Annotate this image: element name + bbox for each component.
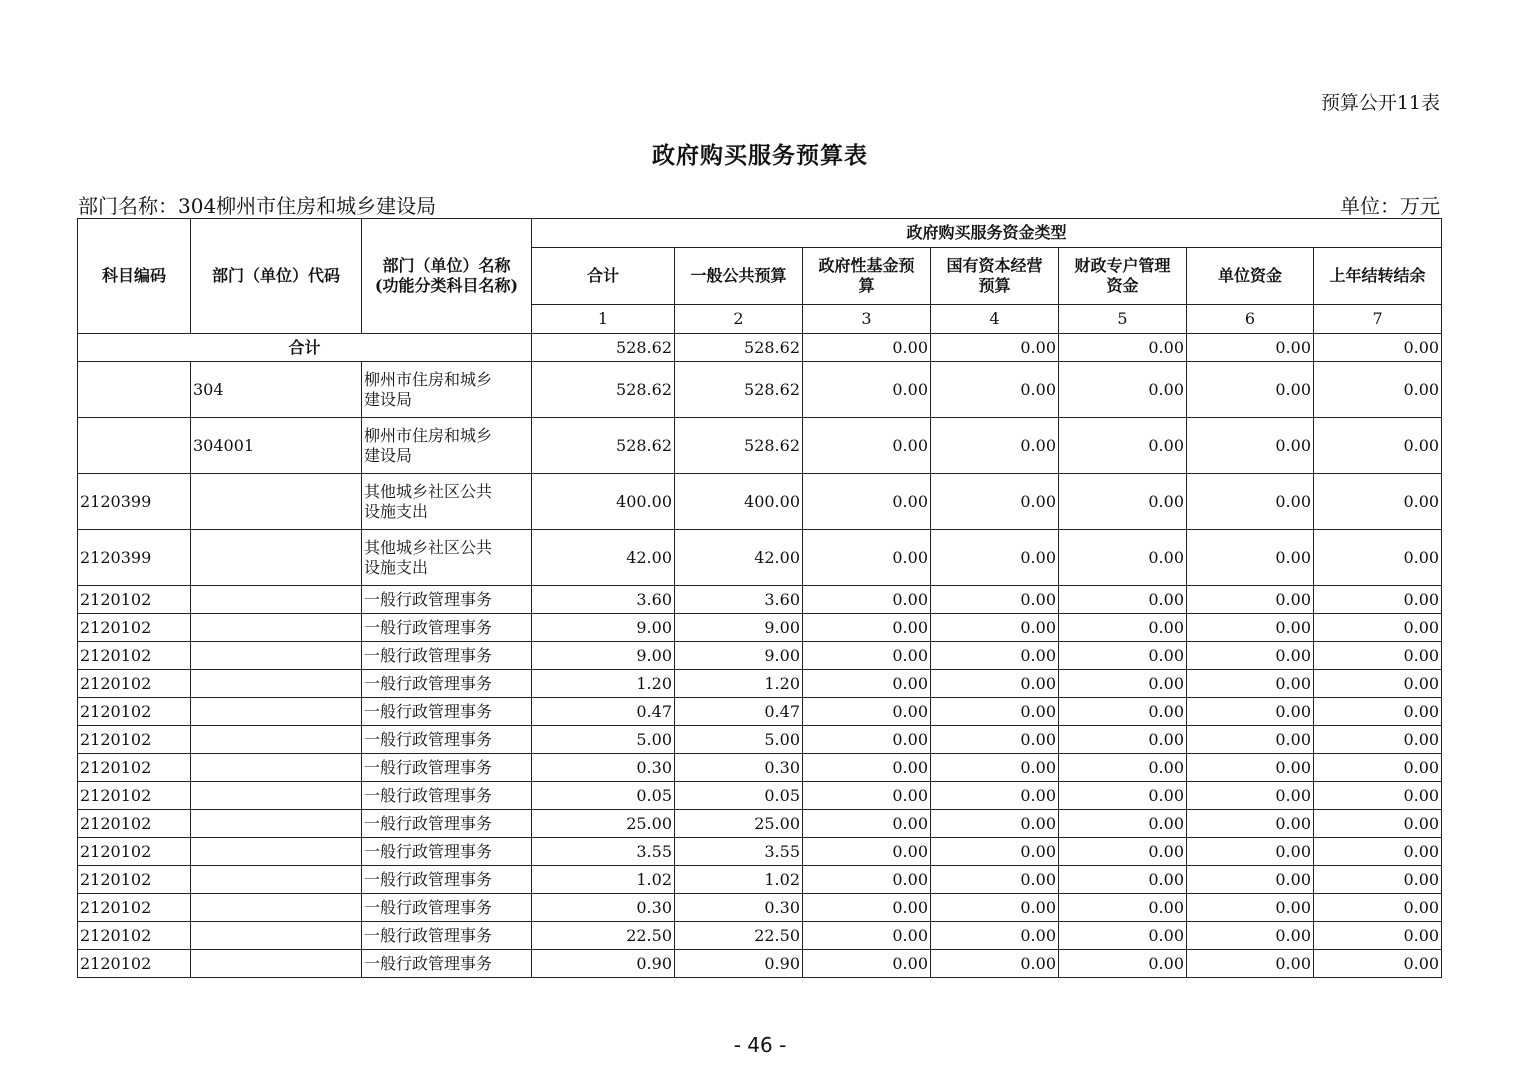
subject-code-cell: 2120102 — [78, 838, 191, 866]
amount-cell: 0.00 — [1059, 474, 1187, 530]
table-row — [78, 530, 1442, 586]
amount-cell: 0.00 — [1187, 586, 1314, 614]
unit-name-line1: 柳州市住房和城乡 — [364, 425, 493, 445]
amount-cell: 1.20 — [532, 670, 675, 698]
header-unit-name-line2: (功能分类科目名称) — [374, 276, 519, 295]
amount-cell: 0.00 — [1059, 418, 1187, 474]
subject-code-cell — [78, 418, 191, 474]
unit-name-line1: 一般行政管理事务 — [364, 589, 493, 609]
amount-cell: 528.62 — [532, 362, 675, 418]
unit-name-line2: 设施支出 — [364, 501, 429, 521]
unit-name-cell — [362, 810, 532, 838]
unit-name-line1: 一般行政管理事务 — [364, 953, 493, 973]
unit-name-cell — [362, 950, 532, 978]
header-unit-code: 部门（单位）代码 — [191, 219, 362, 334]
amount-cell: 0.00 — [803, 642, 931, 670]
table-row — [78, 810, 1442, 838]
unit-code-cell — [191, 614, 362, 642]
amount-cell: 0.00 — [803, 530, 931, 586]
amount-cell: 0.00 — [931, 614, 1059, 642]
unit-name-line1: 柳州市住房和城乡 — [364, 369, 493, 389]
subject-code-cell: 2120102 — [78, 866, 191, 894]
amount-cell: 0.00 — [803, 894, 931, 922]
unit-name-line2: 建设局 — [364, 445, 413, 465]
unit-name-cell — [362, 838, 532, 866]
table-number-label: 预算公开11表 — [1320, 92, 1440, 114]
table-row — [78, 754, 1442, 782]
unit-name-line2: 设施支出 — [364, 557, 429, 577]
amount-cell: 0.00 — [803, 418, 931, 474]
amount-cell: 0.00 — [1187, 530, 1314, 586]
unit-name-cell — [362, 418, 532, 474]
unit-name-cell — [362, 922, 532, 950]
unit-name-cell — [362, 754, 532, 782]
header-fund-type — [1314, 248, 1442, 305]
amount-cell: 0.47 — [675, 698, 803, 726]
amount-cell: 25.00 — [675, 810, 803, 838]
amount-cell: 0.00 — [803, 362, 931, 418]
amount-cell: 0.00 — [931, 698, 1059, 726]
unit-name-cell — [362, 670, 532, 698]
table-row — [78, 950, 1442, 978]
table-row — [78, 642, 1442, 670]
total-label: 合计 — [78, 334, 532, 362]
unit-code-cell — [191, 782, 362, 810]
amount-cell: 0.00 — [931, 642, 1059, 670]
amount-cell: 0.00 — [1187, 362, 1314, 418]
header-column-index: 1 — [532, 305, 675, 334]
amount-cell: 42.00 — [675, 530, 803, 586]
amount-cell: 0.00 — [1314, 642, 1442, 670]
amount-cell: 0.00 — [1187, 838, 1314, 866]
unit-name-line1: 一般行政管理事务 — [364, 673, 493, 693]
amount-cell: 0.00 — [931, 838, 1059, 866]
header-fund-type — [532, 248, 675, 305]
amount-cell: 0.00 — [931, 754, 1059, 782]
unit-code-cell — [191, 922, 362, 950]
table-row — [78, 782, 1442, 810]
header-fund-type-line1: 上年结转结余 — [1329, 266, 1426, 285]
amount-cell: 0.00 — [1314, 586, 1442, 614]
total-row — [78, 334, 1442, 362]
header-fund-type-line2: 预算 — [978, 276, 1011, 295]
amount-cell: 0.00 — [803, 586, 931, 614]
unit-code-cell — [191, 642, 362, 670]
amount-cell: 5.00 — [675, 726, 803, 754]
subject-code-cell: 2120102 — [78, 726, 191, 754]
amount-cell: 0.00 — [1187, 754, 1314, 782]
total-value-cell: 0.00 — [1314, 334, 1442, 362]
header-fund-type-line2: 资金 — [1106, 276, 1139, 295]
amount-cell: 0.47 — [532, 698, 675, 726]
amount-cell: 0.00 — [1314, 950, 1442, 978]
unit-name-cell — [362, 642, 532, 670]
header-column-index: 7 — [1314, 305, 1442, 334]
unit-name-line1: 一般行政管理事务 — [364, 645, 493, 665]
unit-code-cell — [191, 866, 362, 894]
amount-cell: 0.00 — [931, 418, 1059, 474]
amount-cell: 0.00 — [1314, 866, 1442, 894]
amount-cell: 0.00 — [803, 614, 931, 642]
header-column-index: 2 — [675, 305, 803, 334]
unit-code-cell — [191, 474, 362, 530]
amount-cell: 0.00 — [803, 810, 931, 838]
total-value-cell: 0.00 — [803, 334, 931, 362]
unit-name-line1: 其他城乡社区公共 — [364, 537, 493, 557]
amount-cell: 0.00 — [1187, 950, 1314, 978]
amount-cell: 0.00 — [1314, 894, 1442, 922]
amount-cell: 0.00 — [1187, 726, 1314, 754]
amount-cell: 0.30 — [532, 754, 675, 782]
table-row — [78, 838, 1442, 866]
unit-name-line1: 一般行政管理事务 — [364, 813, 493, 833]
unit-code-cell — [191, 726, 362, 754]
amount-cell: 0.00 — [1059, 810, 1187, 838]
amount-cell: 0.00 — [1314, 362, 1442, 418]
table-row — [78, 474, 1442, 530]
budget-table — [77, 218, 1442, 978]
amount-cell: 0.00 — [931, 894, 1059, 922]
subject-code-cell: 2120102 — [78, 894, 191, 922]
unit-name-line1: 一般行政管理事务 — [364, 841, 493, 861]
amount-cell: 1.02 — [532, 866, 675, 894]
header-fund-group: 政府购买服务资金类型 — [532, 219, 1442, 248]
subject-code-cell: 2120102 — [78, 922, 191, 950]
unit-name-line2: 建设局 — [364, 389, 413, 409]
unit-name-line1: 一般行政管理事务 — [364, 701, 493, 721]
unit-code-cell — [191, 810, 362, 838]
department-name-label: 部门名称：304柳州市住房和城乡建设局 — [78, 194, 437, 218]
amount-cell: 0.00 — [1187, 698, 1314, 726]
table-row — [78, 922, 1442, 950]
unit-name-line1: 一般行政管理事务 — [364, 617, 493, 637]
amount-cell: 9.00 — [675, 642, 803, 670]
header-fund-type — [1187, 248, 1314, 305]
header-fund-type-line1: 合计 — [586, 266, 619, 285]
amount-cell: 0.00 — [803, 670, 931, 698]
amount-cell: 0.00 — [931, 670, 1059, 698]
unit-code-cell — [191, 838, 362, 866]
amount-cell: 0.00 — [1059, 894, 1187, 922]
amount-cell: 0.00 — [1059, 726, 1187, 754]
table-row — [78, 866, 1442, 894]
amount-cell: 0.00 — [1187, 782, 1314, 810]
amount-cell: 0.05 — [532, 782, 675, 810]
amount-cell: 0.00 — [1187, 922, 1314, 950]
subject-code-cell: 2120102 — [78, 810, 191, 838]
unit-code-cell — [191, 950, 362, 978]
unit-name-line1: 一般行政管理事务 — [364, 757, 493, 777]
amount-cell: 9.00 — [675, 614, 803, 642]
unit-code-cell: 304 — [191, 362, 362, 418]
amount-cell: 0.00 — [1314, 782, 1442, 810]
amount-cell: 0.05 — [675, 782, 803, 810]
amount-cell: 528.62 — [675, 362, 803, 418]
subject-code-cell — [78, 362, 191, 418]
unit-label: 单位：万元 — [1340, 194, 1440, 218]
amount-cell: 0.00 — [1187, 418, 1314, 474]
amount-cell: 0.00 — [1059, 922, 1187, 950]
unit-name-line1: 一般行政管理事务 — [364, 785, 493, 805]
amount-cell: 0.00 — [803, 866, 931, 894]
amount-cell: 0.00 — [1314, 670, 1442, 698]
subject-code-cell: 2120102 — [78, 782, 191, 810]
header-fund-type-line2: 算 — [858, 276, 875, 295]
header-fund-type-line1: 单位资金 — [1217, 266, 1282, 285]
unit-name-cell — [362, 474, 532, 530]
subject-code-cell: 2120399 — [78, 474, 191, 530]
amount-cell: 42.00 — [532, 530, 675, 586]
amount-cell: 0.00 — [931, 362, 1059, 418]
amount-cell: 0.00 — [1059, 754, 1187, 782]
amount-cell: 0.00 — [803, 922, 931, 950]
unit-code-cell — [191, 698, 362, 726]
unit-name-line1: 一般行政管理事务 — [364, 869, 493, 889]
amount-cell: 0.00 — [1314, 614, 1442, 642]
amount-cell: 0.00 — [1314, 810, 1442, 838]
subject-code-cell: 2120102 — [78, 642, 191, 670]
unit-name-line1: 一般行政管理事务 — [364, 897, 493, 917]
amount-cell: 0.30 — [532, 894, 675, 922]
amount-cell: 0.00 — [1187, 614, 1314, 642]
amount-cell: 0.00 — [931, 950, 1059, 978]
page-title: 政府购买服务预算表 — [652, 142, 868, 169]
amount-cell: 0.00 — [931, 726, 1059, 754]
subject-code-cell: 2120102 — [78, 698, 191, 726]
amount-cell: 0.00 — [931, 586, 1059, 614]
unit-name-cell — [362, 698, 532, 726]
header-column-index: 3 — [803, 305, 931, 334]
amount-cell: 1.02 — [675, 866, 803, 894]
header-column-index: 5 — [1059, 305, 1187, 334]
amount-cell: 0.00 — [1059, 586, 1187, 614]
unit-code-cell — [191, 754, 362, 782]
header-subject-code: 科目编码 — [78, 219, 191, 334]
table-row — [78, 894, 1442, 922]
amount-cell: 0.00 — [1314, 418, 1442, 474]
amount-cell: 0.00 — [1314, 922, 1442, 950]
unit-code-cell — [191, 670, 362, 698]
header-fund-type-line1: 一般公共预算 — [690, 266, 787, 285]
amount-cell: 0.00 — [931, 810, 1059, 838]
unit-code-cell: 304001 — [191, 418, 362, 474]
amount-cell: 528.62 — [675, 418, 803, 474]
total-value-cell: 528.62 — [532, 334, 675, 362]
amount-cell: 0.00 — [1187, 474, 1314, 530]
amount-cell: 3.55 — [532, 838, 675, 866]
header-fund-type-line1: 国有资本经营 — [946, 256, 1043, 275]
amount-cell: 0.00 — [803, 782, 931, 810]
amount-cell: 0.00 — [1059, 642, 1187, 670]
unit-name-cell — [362, 782, 532, 810]
subject-code-cell: 2120102 — [78, 586, 191, 614]
table-row — [78, 418, 1442, 474]
amount-cell: 3.55 — [675, 838, 803, 866]
amount-cell: 0.00 — [1059, 698, 1187, 726]
amount-cell: 0.00 — [931, 866, 1059, 894]
amount-cell: 0.00 — [931, 922, 1059, 950]
amount-cell: 0.00 — [803, 698, 931, 726]
page-number: - 46 - — [733, 1033, 787, 1057]
unit-name-cell — [362, 362, 532, 418]
unit-code-cell — [191, 894, 362, 922]
amount-cell: 0.00 — [1314, 474, 1442, 530]
amount-cell: 0.90 — [675, 950, 803, 978]
unit-name-line1: 其他城乡社区公共 — [364, 481, 493, 501]
amount-cell: 5.00 — [532, 726, 675, 754]
amount-cell: 22.50 — [532, 922, 675, 950]
header-unit-name — [362, 219, 532, 334]
header-fund-type-line1: 财政专户管理 — [1074, 256, 1171, 275]
amount-cell: 0.00 — [803, 950, 931, 978]
amount-cell: 0.00 — [1059, 670, 1187, 698]
unit-name-cell — [362, 866, 532, 894]
amount-cell: 400.00 — [675, 474, 803, 530]
amount-cell: 0.00 — [803, 474, 931, 530]
amount-cell: 528.62 — [532, 418, 675, 474]
amount-cell: 400.00 — [532, 474, 675, 530]
amount-cell: 0.00 — [1187, 894, 1314, 922]
unit-name-cell — [362, 614, 532, 642]
amount-cell: 0.00 — [1059, 530, 1187, 586]
unit-name-cell — [362, 530, 532, 586]
amount-cell: 0.00 — [1059, 362, 1187, 418]
subject-code-cell: 2120102 — [78, 754, 191, 782]
total-value-cell: 0.00 — [1059, 334, 1187, 362]
subject-code-cell: 2120102 — [78, 670, 191, 698]
total-value-cell: 0.00 — [1187, 334, 1314, 362]
amount-cell: 0.00 — [803, 726, 931, 754]
amount-cell: 0.00 — [1314, 698, 1442, 726]
amount-cell: 0.00 — [1059, 838, 1187, 866]
total-value-cell: 0.00 — [931, 334, 1059, 362]
subject-code-cell: 2120102 — [78, 950, 191, 978]
amount-cell: 0.00 — [803, 838, 931, 866]
amount-cell: 0.00 — [1059, 782, 1187, 810]
header-fund-type — [1059, 248, 1187, 305]
amount-cell: 9.00 — [532, 614, 675, 642]
amount-cell: 0.00 — [931, 782, 1059, 810]
table-row — [78, 614, 1442, 642]
header-fund-type — [675, 248, 803, 305]
amount-cell: 25.00 — [532, 810, 675, 838]
amount-cell: 0.00 — [1314, 754, 1442, 782]
amount-cell: 0.00 — [931, 530, 1059, 586]
amount-cell: 0.00 — [1059, 950, 1187, 978]
header-fund-type-line1: 政府性基金预 — [818, 256, 915, 275]
amount-cell: 1.20 — [675, 670, 803, 698]
amount-cell: 0.00 — [1187, 866, 1314, 894]
unit-name-cell — [362, 586, 532, 614]
header-column-index: 4 — [931, 305, 1059, 334]
table-row — [78, 698, 1442, 726]
table-row — [78, 726, 1442, 754]
header-column-index: 6 — [1187, 305, 1314, 334]
amount-cell: 0.90 — [532, 950, 675, 978]
unit-code-cell — [191, 530, 362, 586]
table-row — [78, 586, 1442, 614]
amount-cell: 0.00 — [1314, 838, 1442, 866]
amount-cell: 0.00 — [1187, 670, 1314, 698]
amount-cell: 0.00 — [803, 754, 931, 782]
amount-cell: 22.50 — [675, 922, 803, 950]
amount-cell: 0.00 — [1187, 810, 1314, 838]
unit-name-cell — [362, 726, 532, 754]
amount-cell: 0.00 — [1059, 866, 1187, 894]
subject-code-cell: 2120102 — [78, 614, 191, 642]
amount-cell: 0.00 — [1314, 726, 1442, 754]
unit-name-line1: 一般行政管理事务 — [364, 729, 493, 749]
header-unit-name-line1: 部门（单位）名称 — [382, 256, 511, 275]
header-fund-type — [803, 248, 931, 305]
amount-cell: 3.60 — [532, 586, 675, 614]
amount-cell: 0.00 — [1314, 530, 1442, 586]
amount-cell: 0.00 — [1187, 642, 1314, 670]
table-row — [78, 362, 1442, 418]
unit-name-line1: 一般行政管理事务 — [364, 925, 493, 945]
amount-cell: 0.30 — [675, 754, 803, 782]
header-fund-type — [931, 248, 1059, 305]
amount-cell: 0.00 — [931, 474, 1059, 530]
total-value-cell: 528.62 — [675, 334, 803, 362]
table-row — [78, 670, 1442, 698]
subject-code-cell: 2120399 — [78, 530, 191, 586]
amount-cell: 0.30 — [675, 894, 803, 922]
unit-name-cell — [362, 894, 532, 922]
amount-cell: 0.00 — [1059, 614, 1187, 642]
amount-cell: 3.60 — [675, 586, 803, 614]
amount-cell: 9.00 — [532, 642, 675, 670]
unit-code-cell — [191, 586, 362, 614]
